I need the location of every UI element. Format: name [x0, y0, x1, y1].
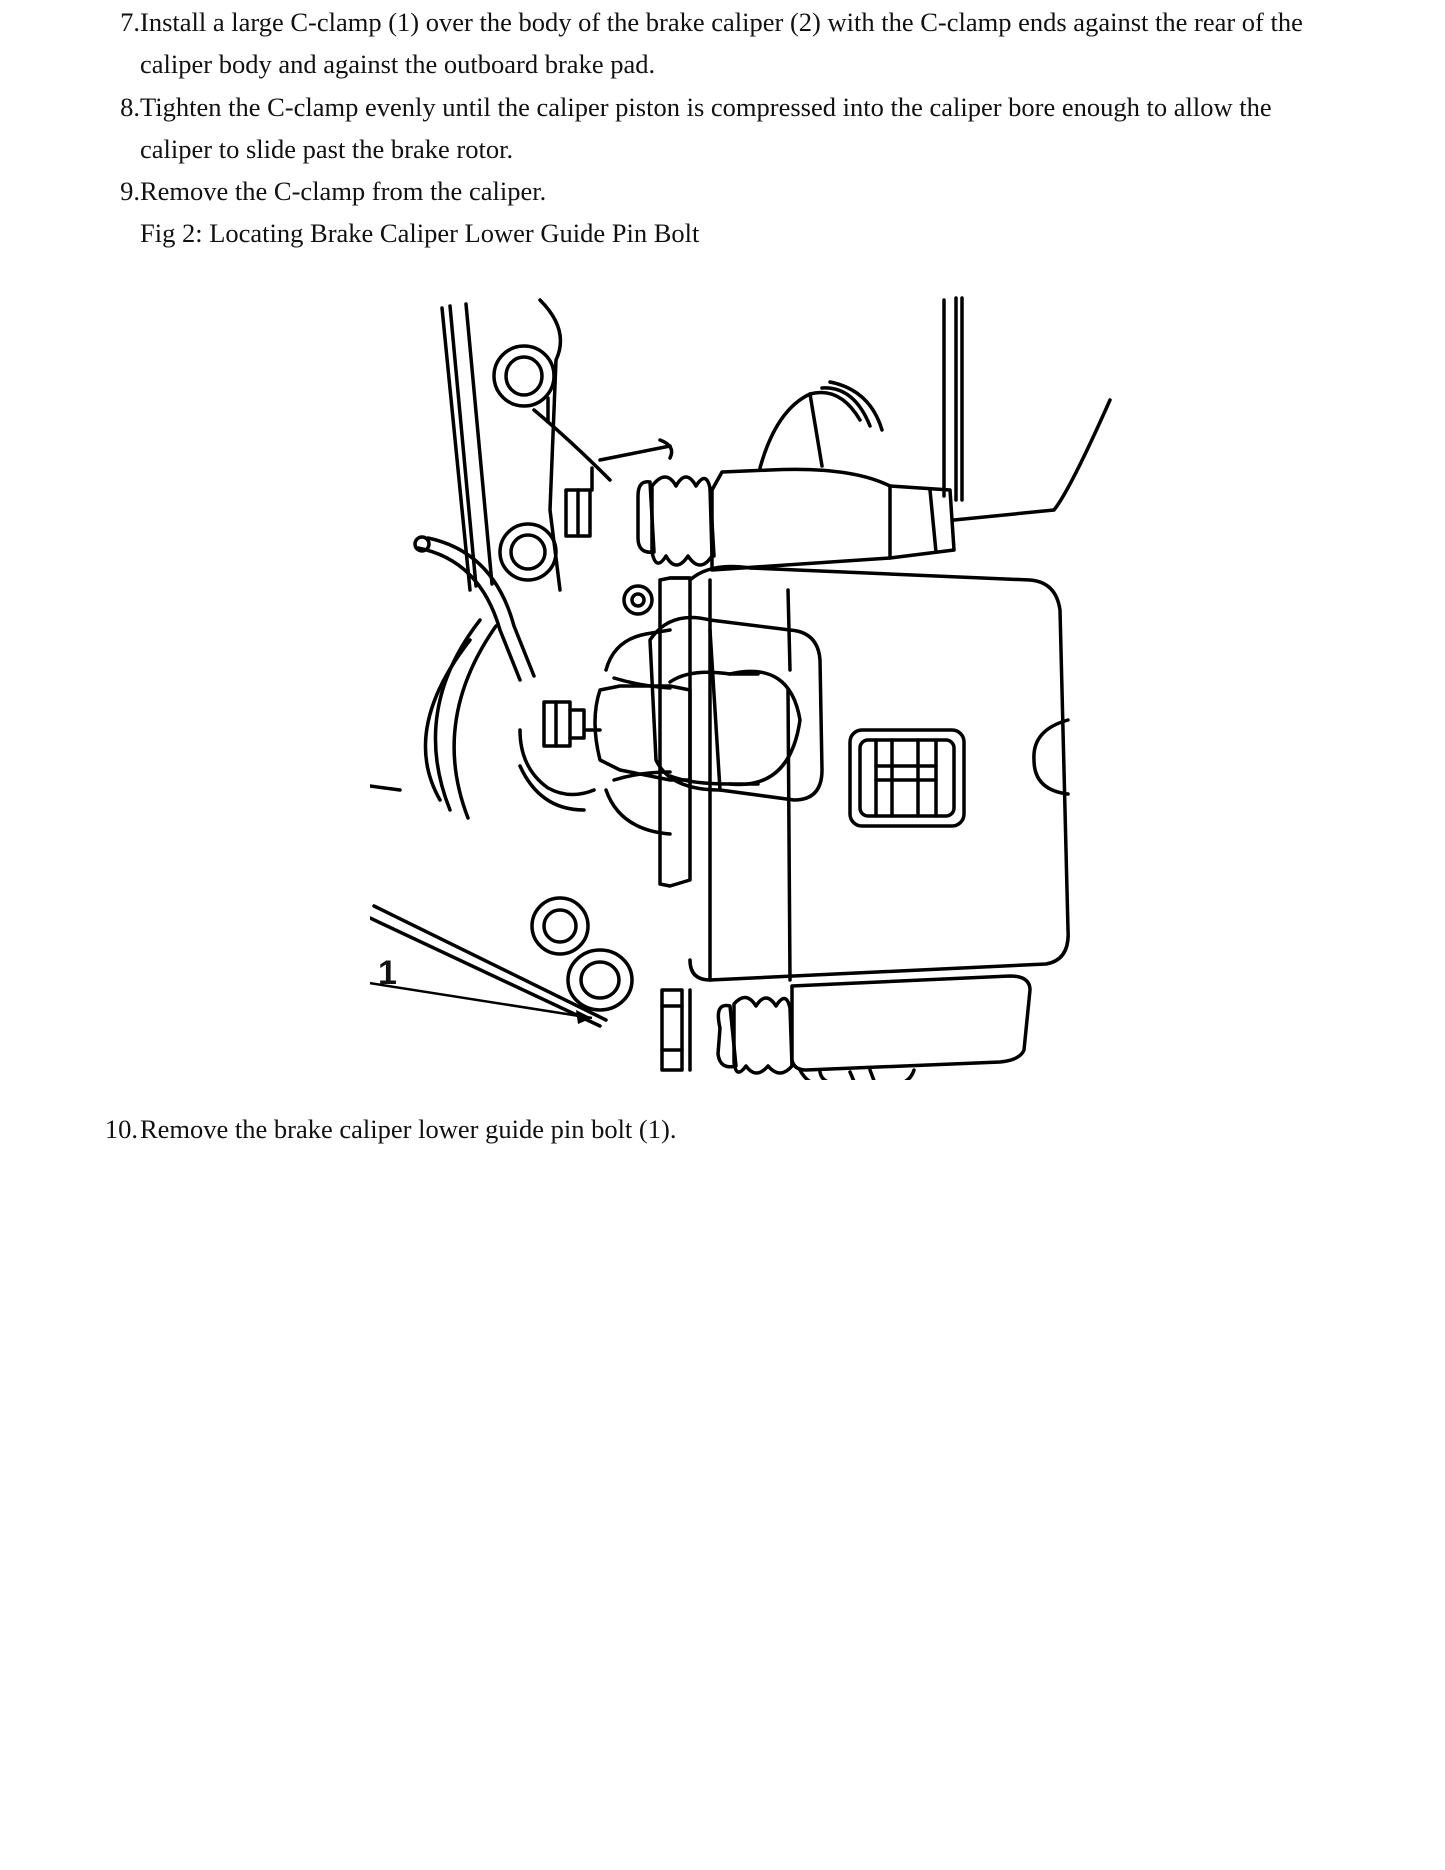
callout-label-1: 1	[378, 954, 397, 992]
figure-caption: Fig 2: Locating Brake Caliper Lower Guide Pin Bolt	[140, 218, 700, 248]
step-number: 8.	[120, 92, 140, 122]
brake-caliper-illustration	[370, 290, 1130, 1080]
callout-leader-line	[370, 980, 592, 1018]
step-text: Remove the brake caliper lower guide pin bolt (1).	[140, 1114, 677, 1144]
step-10	[98, 1108, 1348, 1150]
brake-caliper-drawing	[370, 290, 1130, 1080]
step-8	[98, 86, 1348, 170]
step-9	[98, 170, 1348, 212]
step-7	[98, 1, 1348, 85]
step-text: Tighten the C-clamp evenly until the caliper piston is compressed into the caliper bore enough to allow the caliper to slide past the brake rotor.	[140, 92, 1272, 164]
step-number: 7.	[120, 7, 140, 37]
step-text: Install a large C-clamp (1) over the body of the brake caliper (2) with the C-clamp ends against the rear of the caliper body and against the outboard brake pad.	[140, 7, 1303, 79]
step-number: 10.	[104, 1114, 138, 1144]
step-text: Remove the C-clamp from the caliper.	[140, 176, 547, 206]
step-number: 9.	[120, 176, 140, 206]
